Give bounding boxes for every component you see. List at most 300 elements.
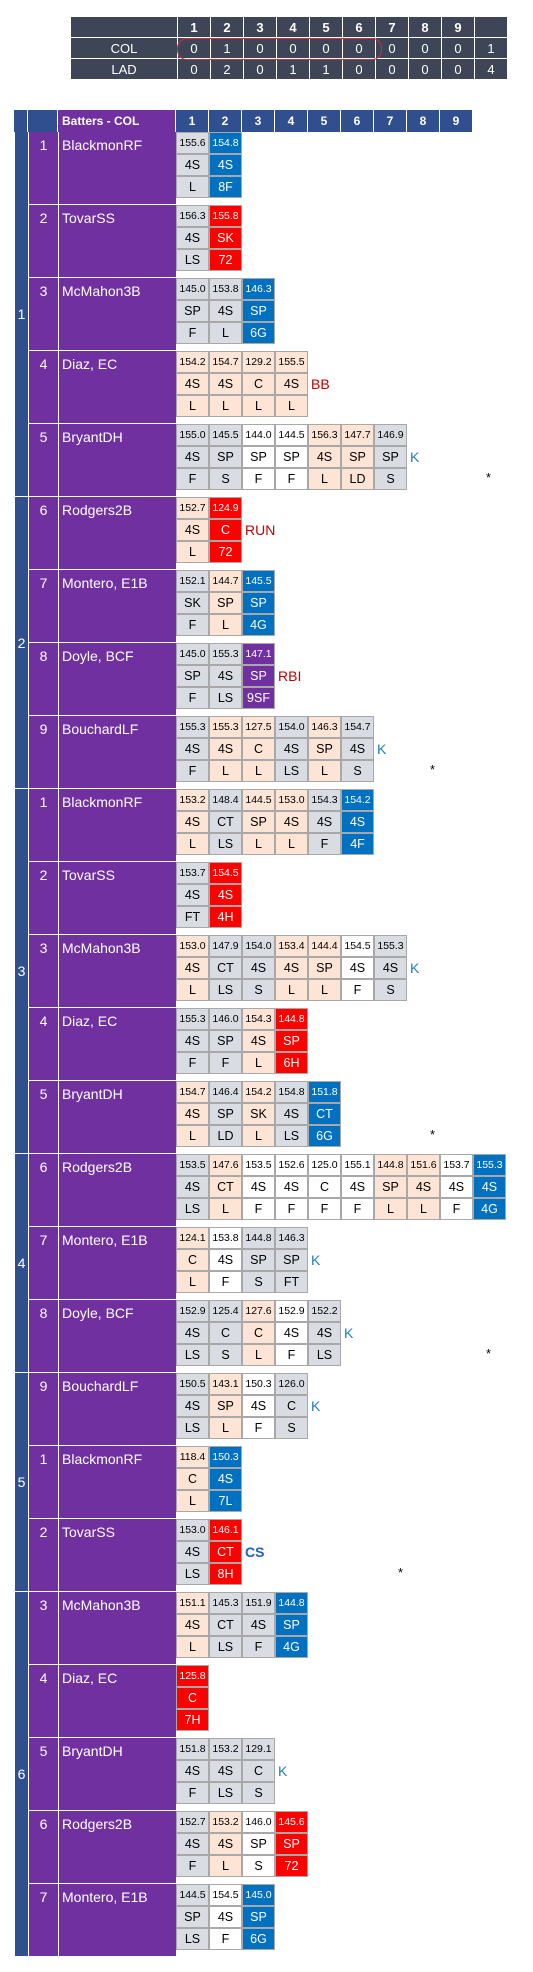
pitch-type: 4S: [275, 738, 308, 760]
pitch-result: F: [209, 1052, 242, 1074]
pitch-type: C: [308, 1176, 341, 1198]
scoreboard-inning-label: 5: [310, 17, 343, 38]
at-bat-note: K: [311, 1398, 321, 1414]
pitch-result: L: [176, 1125, 209, 1147]
pitch-velocity: 147.6: [209, 1154, 242, 1176]
pitch-result: L: [275, 395, 308, 417]
pitch-velocity: 145.0: [176, 278, 209, 300]
at-bat-note: K: [278, 1763, 288, 1779]
pitch-velocity: 151.9: [242, 1592, 275, 1614]
pitch-velocity: 147.1: [242, 643, 275, 665]
pitch-result: L: [176, 541, 209, 563]
pitch-result: 6G: [242, 1928, 275, 1950]
pitch-type: SP: [341, 446, 374, 468]
pitch-velocity: 155.3: [176, 1008, 209, 1030]
pitch-velocity: 151.8: [308, 1081, 341, 1103]
batter-order: 7: [28, 1884, 58, 1957]
pitch-type: SP: [209, 446, 242, 468]
pitch-velocity: 145.3: [209, 1592, 242, 1614]
pitch-result: F: [176, 1782, 209, 1804]
scoreboard-total: 4: [475, 59, 508, 80]
batter-name: Doyle, BCF: [58, 1300, 176, 1373]
batter-name: BouchardLF: [58, 1373, 176, 1446]
pitch-result: L: [242, 760, 275, 782]
pitch-type: CT: [209, 1541, 242, 1563]
pitch-velocity: 153.7: [176, 862, 209, 884]
pitch-velocity: 150.3: [242, 1373, 275, 1395]
pitch-result: LS: [176, 1198, 209, 1220]
pitch-type: CT: [209, 1614, 242, 1636]
batter-name: Montero, E1B: [58, 570, 176, 643]
pitch-result: F: [242, 468, 275, 490]
pitch-type: 4S: [407, 1176, 440, 1198]
pitch-velocity: 144.8: [275, 1592, 308, 1614]
scoreboard-score: 0: [178, 38, 211, 59]
inning-label: 3: [14, 789, 28, 1154]
pitch-type: 4S: [209, 373, 242, 395]
pitch-type: CT: [209, 1176, 242, 1198]
pitch-result: F: [176, 760, 209, 782]
pitch-result: L: [308, 468, 341, 490]
pitch-result: L: [407, 1198, 440, 1220]
scoreboard-inning-label: 1: [178, 17, 211, 38]
pitch-type: C: [242, 1760, 275, 1782]
batter-order: 6: [28, 1811, 58, 1884]
pitch-velocity: 154.3: [308, 789, 341, 811]
batter-order: 2: [28, 1519, 58, 1592]
pitch-type: 4S: [209, 1760, 242, 1782]
pitch-result: 8H: [209, 1563, 242, 1585]
batter-name: Montero, E1B: [58, 1227, 176, 1300]
pitch-result: F: [209, 1928, 242, 1950]
at-bat-note: K: [410, 960, 420, 976]
pitch-type: SK: [242, 1103, 275, 1125]
pitch-result: L: [176, 176, 209, 198]
at-bat-note: K: [344, 1325, 354, 1341]
batter-order: 8: [28, 643, 58, 716]
pitch-velocity: 127.6: [242, 1300, 275, 1322]
batter-name: TovarSS: [58, 205, 176, 278]
pitch-type: 4S: [308, 446, 341, 468]
pitch-velocity: 125.8: [176, 1665, 209, 1687]
pitch-result: LS: [176, 249, 209, 271]
pitch-velocity: 152.6: [275, 1154, 308, 1176]
pitch-velocity: 145.5: [209, 424, 242, 446]
batter-order: 3: [28, 935, 58, 1008]
pitch-velocity: 124.1: [176, 1227, 209, 1249]
pitch-result: F: [275, 468, 308, 490]
batter-order: 7: [28, 570, 58, 643]
pitch-result: LS: [176, 1928, 209, 1950]
batter-name: Diaz, EC: [58, 1665, 176, 1738]
batter-name: BryantDH: [58, 1081, 176, 1154]
batter-order: 4: [28, 351, 58, 424]
pitch-velocity: 143.1: [209, 1373, 242, 1395]
pitch-result: L: [176, 833, 209, 855]
pitch-velocity: 125.0: [308, 1154, 341, 1176]
pitch-type: SK: [209, 227, 242, 249]
scoreboard-score: 0: [343, 59, 376, 80]
scoreboard-score: 0: [409, 59, 442, 80]
pitch-result: 8F: [209, 176, 242, 198]
pitch-result: L: [308, 979, 341, 1001]
scoreboard-corner: [71, 17, 178, 38]
inning-label: 6: [14, 1592, 28, 1957]
pitch-velocity: 146.3: [242, 278, 275, 300]
pitch-result: S: [242, 1782, 275, 1804]
pitch-type: 4S: [176, 373, 209, 395]
inning-label: 1: [14, 132, 28, 497]
pitch-column-label: 7: [374, 110, 407, 132]
pitch-velocity: 153.0: [275, 789, 308, 811]
pitch-column-label: 6: [341, 110, 374, 132]
scoreboard-score: 0: [178, 59, 211, 80]
pitch-result: L: [242, 1344, 275, 1366]
pitch-type: 4S: [176, 1833, 209, 1855]
at-bat-note: BB: [311, 376, 330, 392]
batter-order: 5: [28, 424, 58, 497]
pitch-result: F: [275, 1344, 308, 1366]
pitch-velocity: 153.7: [440, 1154, 473, 1176]
pitch-column-label: 1: [176, 110, 209, 132]
pitch-type: 4S: [176, 1760, 209, 1782]
pitch-velocity: 145.5: [242, 570, 275, 592]
batter-order: 6: [28, 497, 58, 570]
scoreboard-score: 0: [244, 59, 277, 80]
pitch-velocity: 146.0: [209, 1008, 242, 1030]
batter-order: 5: [28, 1081, 58, 1154]
pitch-result: 7H: [176, 1709, 209, 1731]
pitch-result: L: [242, 1052, 275, 1074]
scoreboard-team-name: COL: [71, 38, 178, 59]
batter-name: TovarSS: [58, 1519, 176, 1592]
pitch-result: LD: [341, 468, 374, 490]
pitch-result: F: [176, 687, 209, 709]
pitch-result: 72: [209, 541, 242, 563]
batter-name: BryantDH: [58, 424, 176, 497]
pitch-type: SP: [308, 957, 341, 979]
pitch-result: 4G: [242, 614, 275, 636]
pitch-type: C: [242, 373, 275, 395]
pitch-result: S: [275, 1417, 308, 1439]
pitch-type: SP: [176, 1906, 209, 1928]
pitch-result: LS: [209, 1636, 242, 1658]
pitch-velocity: 153.5: [176, 1154, 209, 1176]
pitch-type: SP: [308, 738, 341, 760]
pitch-velocity: 155.3: [209, 716, 242, 738]
scoreboard-inning-label: 7: [376, 17, 409, 38]
batter-order: 4: [28, 1665, 58, 1738]
batter-order: 7: [28, 1227, 58, 1300]
pitch-type: 4S: [341, 957, 374, 979]
pitch-result: 72: [209, 249, 242, 271]
pitch-type: 4S: [440, 1176, 473, 1198]
batter-order: 3: [28, 278, 58, 351]
pitch-velocity: 146.0: [242, 1811, 275, 1833]
pitch-velocity: 144.8: [374, 1154, 407, 1176]
at-bat-note: K: [311, 1252, 321, 1268]
pitch-result: LS: [209, 1782, 242, 1804]
pitch-type: 4S: [242, 957, 275, 979]
pitch-velocity: 151.1: [176, 1592, 209, 1614]
batter-table-title: Batters - COL: [58, 110, 176, 132]
batter-order: 2: [28, 205, 58, 278]
pitch-result: F: [176, 322, 209, 344]
header-order-blank: [28, 110, 58, 132]
batter-name: Rodgers2B: [58, 1154, 176, 1227]
batter-order: 1: [28, 132, 58, 205]
pitch-type: 4S: [176, 1322, 209, 1344]
pitch-result: F: [275, 1198, 308, 1220]
pitch-velocity: 154.0: [242, 935, 275, 957]
pitch-velocity: 154.7: [176, 1081, 209, 1103]
pitch-type: CT: [308, 1103, 341, 1125]
pitch-type: SP: [209, 1395, 242, 1417]
pitch-velocity: 154.0: [275, 716, 308, 738]
scoreboard-score: 0: [442, 38, 475, 59]
pitch-velocity: 150.3: [209, 1446, 242, 1468]
pitch-type: CT: [209, 811, 242, 833]
pitch-velocity: 153.8: [209, 278, 242, 300]
pitch-velocity: 154.2: [242, 1081, 275, 1103]
inning-label: 5: [14, 1373, 28, 1592]
pitch-result: F: [341, 979, 374, 1001]
pitch-result: LS: [209, 833, 242, 855]
pitch-column-label: 8: [407, 110, 440, 132]
at-bat-note: RBI: [278, 668, 302, 684]
pitch-type: 4S: [176, 1614, 209, 1636]
pitch-type: 4S: [308, 1322, 341, 1344]
pitch-velocity: 154.3: [242, 1008, 275, 1030]
pitch-result: LS: [209, 979, 242, 1001]
scoreboard-inning-label: 6: [343, 17, 376, 38]
header-corner: [14, 110, 28, 132]
batter-order: 6: [28, 1154, 58, 1227]
batter-name: McMahon3B: [58, 1592, 176, 1665]
pitch-velocity: 154.2: [341, 789, 374, 811]
scoreboard-score: 2: [211, 59, 244, 80]
pitch-type: CT: [209, 957, 242, 979]
pitch-result: F: [242, 1636, 275, 1658]
pitch-type: 4S: [176, 1103, 209, 1125]
pitch-velocity: 151.8: [176, 1738, 209, 1760]
pitch-velocity: 152.9: [176, 1300, 209, 1322]
pitch-type: 4S: [374, 957, 407, 979]
pitch-result: LS: [275, 760, 308, 782]
pitch-velocity: 118.4: [176, 1446, 209, 1468]
pitch-velocity: 153.4: [275, 935, 308, 957]
pitch-type: 4S: [209, 1906, 242, 1928]
pitch-type: 4S: [209, 154, 242, 176]
pitch-type: 4S: [275, 811, 308, 833]
pitch-result: F: [176, 468, 209, 490]
pitch-velocity: 154.5: [209, 1884, 242, 1906]
pitch-result: F: [209, 1271, 242, 1293]
batter-order: 4: [28, 1008, 58, 1081]
pitch-velocity: 156.3: [308, 424, 341, 446]
pitch-result: F: [176, 614, 209, 636]
pitch-type: SP: [242, 300, 275, 322]
at-bat-note: CS: [245, 1544, 265, 1560]
pitch-velocity: 147.9: [209, 935, 242, 957]
pitch-velocity: 148.4: [209, 789, 242, 811]
footnote-star: *: [486, 1346, 492, 1361]
pitch-type: SP: [242, 665, 275, 687]
pitch-result: LD: [209, 1125, 242, 1147]
pitch-column-label: 9: [440, 110, 473, 132]
scoreboard: [70, 16, 508, 80]
pitch-type: 4S: [176, 811, 209, 833]
pitch-column-label: 2: [209, 110, 242, 132]
pitch-velocity: 153.2: [209, 1811, 242, 1833]
pitch-velocity: 154.5: [341, 935, 374, 957]
pitch-velocity: 155.3: [209, 643, 242, 665]
pitch-velocity: 156.3: [176, 205, 209, 227]
pitch-velocity: 127.5: [242, 716, 275, 738]
footnote-star: *: [430, 762, 436, 777]
pitch-result: L: [209, 614, 242, 636]
pitch-velocity: 153.0: [176, 935, 209, 957]
pitch-result: 6G: [242, 322, 275, 344]
pitch-velocity: 155.8: [209, 205, 242, 227]
pitch-type: SK: [176, 592, 209, 614]
pitch-velocity: 152.7: [176, 1811, 209, 1833]
pitch-velocity: 154.8: [275, 1081, 308, 1103]
pitch-velocity: 144.5: [275, 424, 308, 446]
pitch-type: SP: [374, 1176, 407, 1198]
batter-name: Rodgers2B: [58, 1811, 176, 1884]
pitch-result: 4G: [473, 1198, 506, 1220]
pitch-type: SP: [209, 592, 242, 614]
scoreboard-score: 0: [310, 38, 343, 59]
pitch-velocity: 124.9: [209, 497, 242, 519]
pitch-type: SP: [242, 1906, 275, 1928]
pitch-velocity: 144.5: [176, 1884, 209, 1906]
at-bat-note: K: [410, 449, 420, 465]
pitch-result: F: [242, 1198, 275, 1220]
pitch-type: C: [176, 1687, 209, 1709]
pitch-type: 4S: [176, 1176, 209, 1198]
pitch-velocity: 147.7: [341, 424, 374, 446]
scoreboard-team-row: [71, 38, 508, 59]
pitch-column-label: 5: [308, 110, 341, 132]
pitch-result: 6H: [275, 1052, 308, 1074]
pitch-type: C: [242, 738, 275, 760]
scoreboard-score: 0: [343, 38, 376, 59]
batter-order: 1: [28, 1446, 58, 1519]
pitch-type: 4S: [176, 738, 209, 760]
pitch-type: SP: [242, 446, 275, 468]
pitch-type: SP: [275, 1614, 308, 1636]
pitch-result: L: [176, 395, 209, 417]
scoreboard-inning-label: 8: [409, 17, 442, 38]
pitch-type: 4S: [242, 1614, 275, 1636]
pitch-type: C: [176, 1249, 209, 1271]
pitch-result: LS: [308, 1344, 341, 1366]
pitch-type: 4S: [209, 884, 242, 906]
pitch-type: C: [242, 1322, 275, 1344]
pitch-result: FT: [275, 1271, 308, 1293]
pitch-result: 7L: [209, 1490, 242, 1512]
pitch-result: L: [374, 1198, 407, 1220]
pitch-type: SP: [275, 446, 308, 468]
pitch-velocity: 150.5: [176, 1373, 209, 1395]
pitch-velocity: 146.3: [275, 1227, 308, 1249]
pitch-type: C: [176, 1468, 209, 1490]
at-bat-note: K: [377, 741, 387, 757]
pitch-type: 4S: [176, 957, 209, 979]
footnote-star: *: [430, 1127, 436, 1142]
footnote-star: *: [398, 1565, 404, 1580]
pitch-type: 4S: [341, 1176, 374, 1198]
pitch-type: 4S: [209, 665, 242, 687]
pitch-velocity: 145.0: [176, 643, 209, 665]
pitch-result: LS: [176, 1417, 209, 1439]
pitch-result: LS: [275, 1125, 308, 1147]
pitch-type: SP: [176, 300, 209, 322]
pitch-type: SP: [209, 1030, 242, 1052]
pitch-type: 4S: [242, 1176, 275, 1198]
scoreboard-inning-label: 9: [442, 17, 475, 38]
pitch-type: 4S: [176, 884, 209, 906]
scoreboard-header-row: [71, 17, 508, 38]
batter-order: 2: [28, 862, 58, 935]
pitch-velocity: 144.7: [209, 570, 242, 592]
scoreboard-score: 1: [310, 59, 343, 80]
pitch-result: S: [209, 1344, 242, 1366]
pitch-result: F: [176, 1855, 209, 1877]
scoreboard-inning-label: 4: [277, 17, 310, 38]
pitch-result: L: [209, 395, 242, 417]
batter-name: BlackmonRF: [58, 132, 176, 205]
pitch-velocity: 155.3: [374, 935, 407, 957]
pitch-result: L: [176, 1271, 209, 1293]
scoreboard-total-label: [475, 17, 508, 38]
pitch-velocity: 144.4: [308, 935, 341, 957]
batter-name: Diaz, EC: [58, 1008, 176, 1081]
pitch-type: 4S: [209, 1468, 242, 1490]
pitch-velocity: 144.8: [242, 1227, 275, 1249]
pitch-velocity: 155.0: [176, 424, 209, 446]
pitch-type: 4S: [209, 1833, 242, 1855]
batter-order: 8: [28, 1300, 58, 1373]
pitch-type: 4S: [176, 446, 209, 468]
pitch-velocity: 146.9: [374, 424, 407, 446]
pitch-velocity: 153.2: [209, 1738, 242, 1760]
pitch-type: 4S: [209, 300, 242, 322]
pitch-result: S: [341, 760, 374, 782]
pitch-result: L: [242, 395, 275, 417]
batter-name: BryantDH: [58, 1738, 176, 1811]
pitch-velocity: 154.8: [209, 132, 242, 154]
scoreboard-score: 0: [442, 59, 475, 80]
pitch-result: L: [176, 1636, 209, 1658]
pitch-velocity: 144.0: [242, 424, 275, 446]
pitch-velocity: 154.5: [209, 862, 242, 884]
at-bat-note: RUN: [245, 522, 276, 538]
pitch-type: SP: [242, 592, 275, 614]
pitch-type: 4S: [242, 1395, 275, 1417]
pitch-velocity: 153.5: [242, 1154, 275, 1176]
pitch-velocity: 144.5: [242, 789, 275, 811]
pitch-result: F: [308, 1198, 341, 1220]
pitch-type: C: [209, 1322, 242, 1344]
pitch-type: 4S: [242, 1030, 275, 1052]
pitch-velocity: 151.6: [407, 1154, 440, 1176]
batter-name: McMahon3B: [58, 278, 176, 351]
pitch-velocity: 125.4: [209, 1300, 242, 1322]
batter-name: Diaz, EC: [58, 351, 176, 424]
